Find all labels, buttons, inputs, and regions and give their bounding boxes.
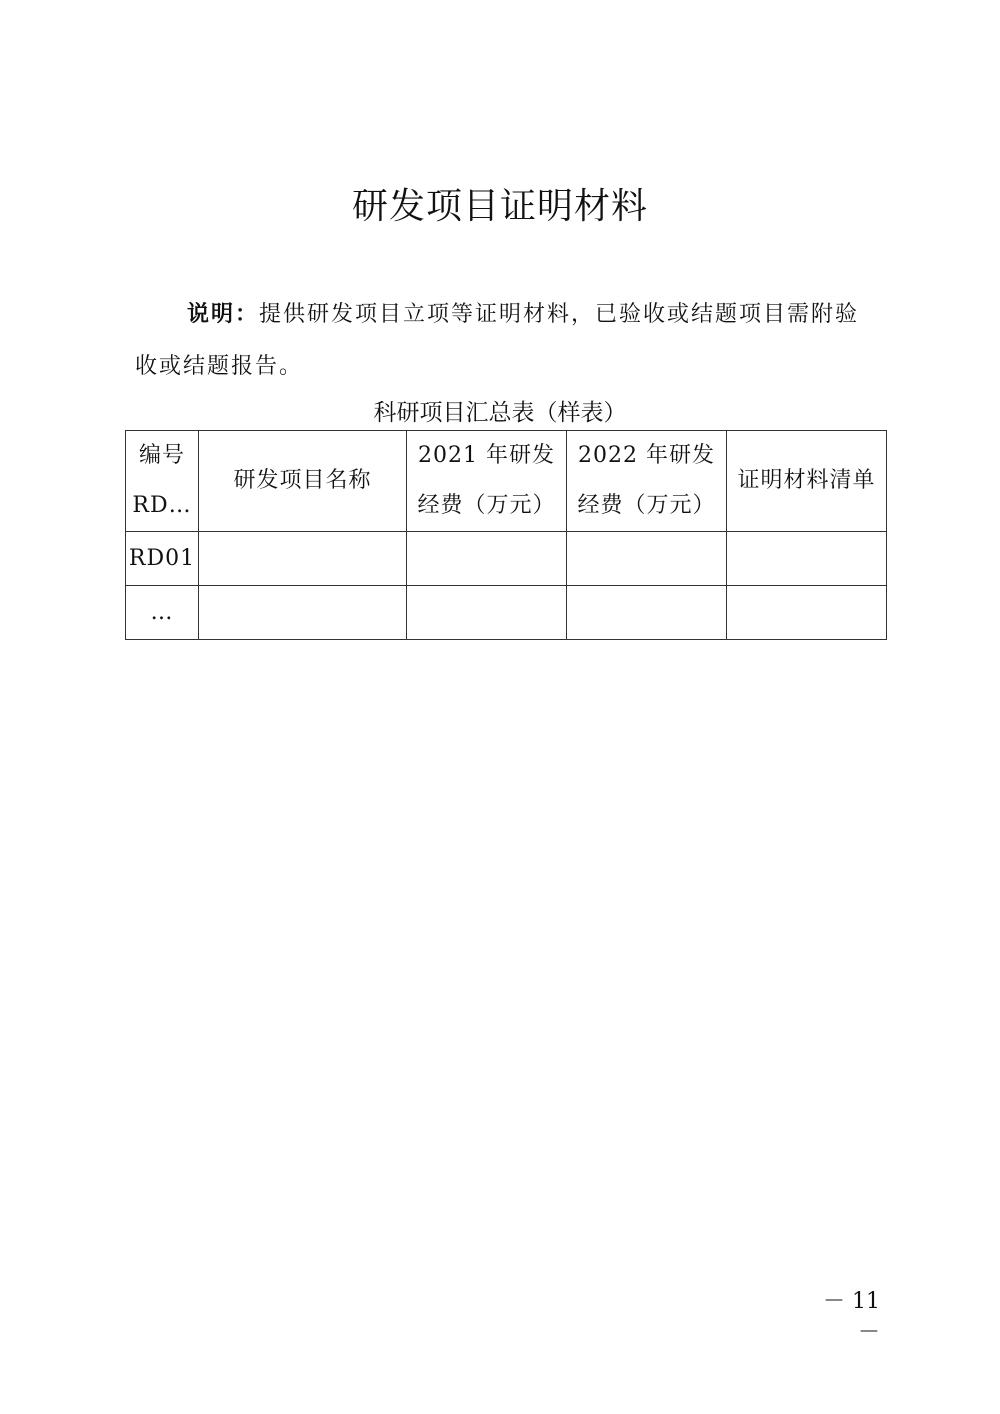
table-cell [199,532,407,586]
table-cell [567,532,727,586]
table-cell [407,532,567,586]
table-header-row [126,431,887,532]
table-cell [199,586,407,640]
table-cell [407,586,567,640]
header-2022-expense: 2022 年研发经费（万元） [567,431,727,532]
header-2021-expense: 2021 年研发经费（万元） [407,431,567,532]
table-row [126,532,887,586]
header-materials-list: 证明材料清单 [727,431,887,532]
table-cell [727,532,887,586]
table-row [126,586,887,640]
instruction-paragraph [135,288,880,393]
table-cell [727,586,887,640]
table-caption: 科研项目汇总表（样表） [373,400,627,426]
table-cell: … [126,586,199,640]
page-number: － 11 － [823,1289,880,1345]
instruction-label: 说明： [187,301,260,327]
table-cell: RD01 [126,532,199,586]
summary-table [125,430,887,640]
page-title: 研发项目证明材料 [351,186,648,227]
header-id: 编号RD… [126,431,199,532]
header-project-name: 研发项目名称 [199,431,407,532]
table-cell [567,586,727,640]
instruction-text: 提供研发项目立项等证明材料，已验收或结题项目需附验收或结题报告。 [135,302,860,379]
